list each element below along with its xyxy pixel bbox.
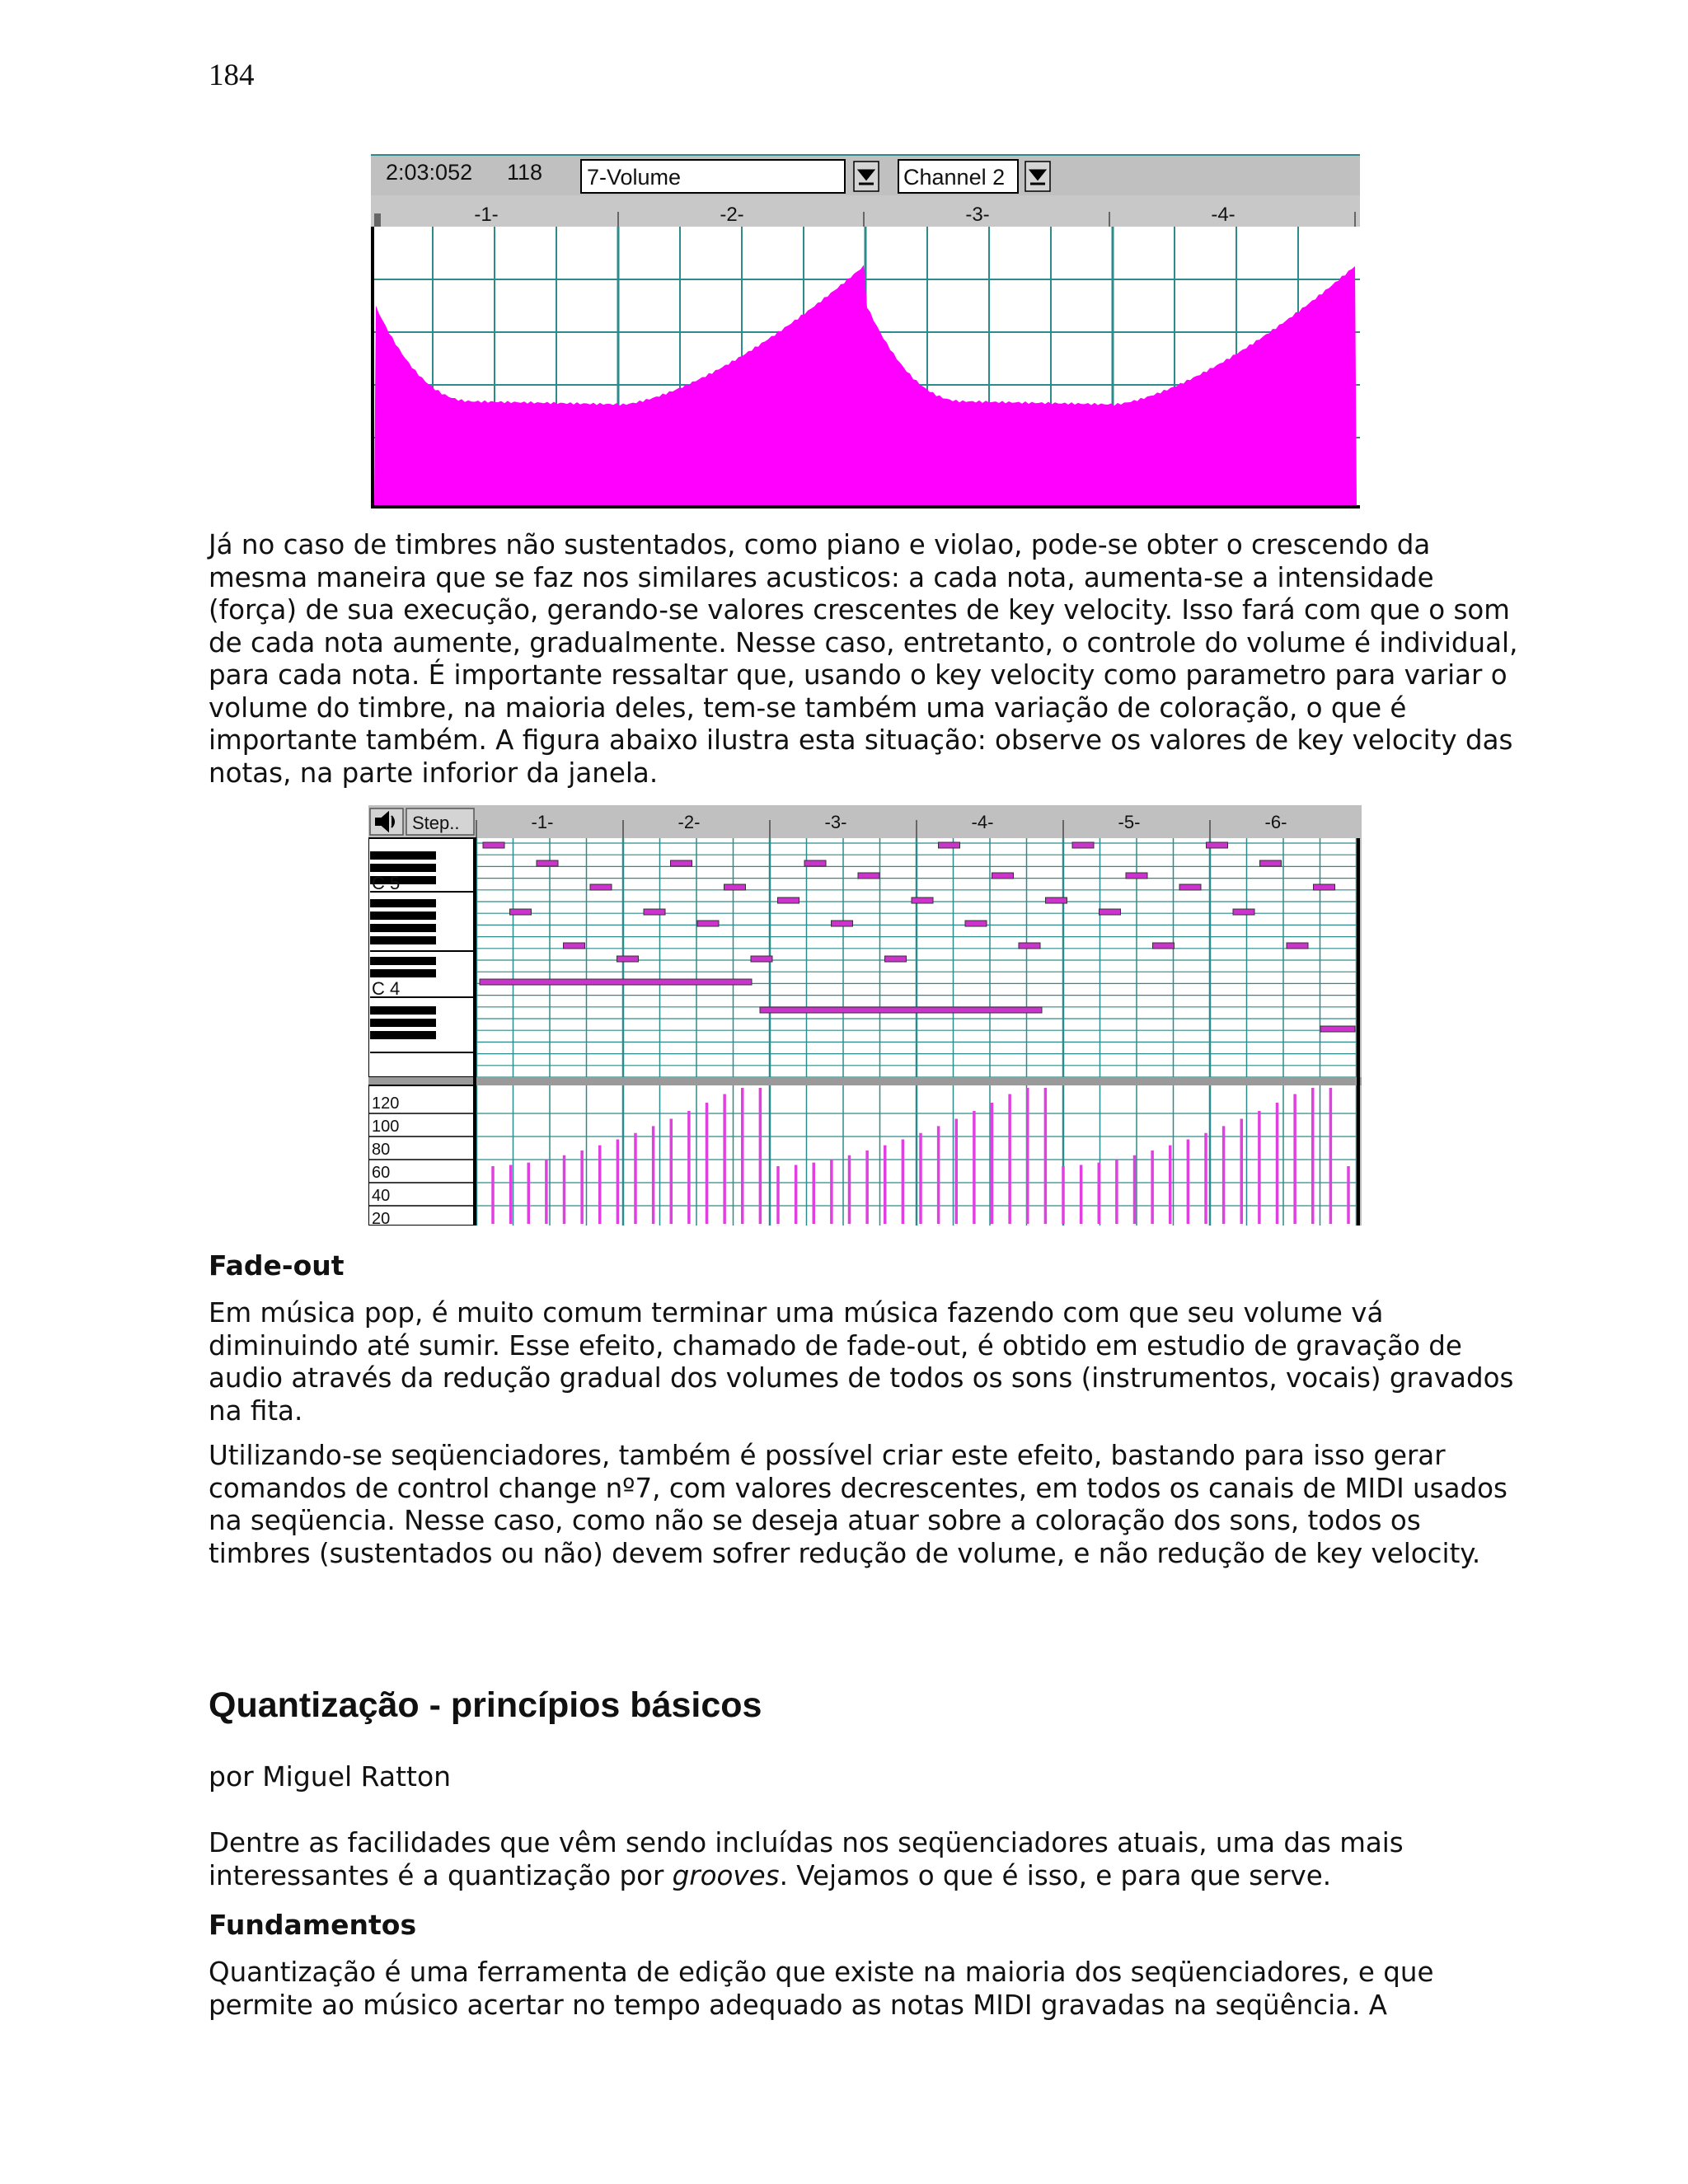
channel-select-value: Channel 2 xyxy=(903,165,1006,190)
note-event[interactable] xyxy=(760,1007,1042,1013)
note-event[interactable] xyxy=(1072,842,1094,848)
section-title: Quantização - princípios básicos xyxy=(209,1685,762,1725)
black-key xyxy=(370,1019,436,1027)
measure-label: -4- xyxy=(1211,204,1236,226)
fundamentos-heading: Fundamentos xyxy=(209,1909,417,1941)
intro-text-end: . Vejamos o que é isso, e para que serve. xyxy=(779,1859,1332,1891)
measure-label: -5- xyxy=(1118,812,1141,832)
note-event[interactable] xyxy=(1100,909,1121,915)
step-button-label: Step.. xyxy=(412,813,460,833)
key-label-c4: C 4 xyxy=(372,978,401,999)
note-event[interactable] xyxy=(644,909,665,915)
note-event[interactable] xyxy=(912,898,933,903)
note-event[interactable] xyxy=(885,956,907,962)
paragraph-intro xyxy=(209,1827,1527,1892)
velocity-label: 60 xyxy=(372,1164,391,1182)
note-event[interactable] xyxy=(965,921,987,926)
fadeout-heading: Fade-out xyxy=(209,1249,345,1282)
channel-select[interactable] xyxy=(898,160,1050,193)
velocity-label: 120 xyxy=(372,1094,400,1113)
controller-select[interactable] xyxy=(581,160,879,193)
note-event[interactable] xyxy=(510,909,532,915)
measure-label: -1- xyxy=(474,204,499,226)
note-event[interactable] xyxy=(992,873,1014,879)
note-event[interactable] xyxy=(564,943,585,949)
note-event[interactable] xyxy=(537,860,558,866)
note-event[interactable] xyxy=(1314,884,1335,890)
velocity-label: 20 xyxy=(372,1210,391,1226)
note-event[interactable] xyxy=(724,884,746,890)
note-event[interactable] xyxy=(697,921,719,926)
note-event[interactable] xyxy=(832,921,853,926)
paragraph-fadeout: Em música pop, é muito comum terminar uma música fazendo com que seu volume vá diminuindo até sumir. Esse efeito, chamado de fade-out, é obtido em estudio de gravação de audio através da redução gradual dos volumes de todos os sons (instrumentos, vocais) gravados na fita. xyxy=(209,1297,1514,1427)
ruler-start-marker[interactable] xyxy=(374,213,381,227)
paragraph-timbres: Já no caso de timbres não sustentados, como piano e violao, pode-se obter o crescendo da mesma maneira que se faz nos similares acusticos: a cada nota, aumenta-se a intensidade (força) de sua execução, gerando-se valores crescentes de key velocity. Isso fará com que o som de cada nota aumente, gradualmente. Nesse caso, entretanto, o controle do volume é individual, para cada nota. É importante ressaltar que, usando o key velocity como parametro para variar o volume do timbre, na maioria deles, tem-se também uma variação de coloração, o que é importante também. A figura abaixo ilustra esta situação: observe os valores de key velocity das notas, na parte inforior da janela. xyxy=(209,529,1518,789)
time-display: 2:03:052 xyxy=(386,160,473,185)
black-key xyxy=(370,851,436,860)
note-event[interactable] xyxy=(671,860,692,866)
measure-label: -2- xyxy=(678,812,701,832)
black-key xyxy=(370,957,436,965)
measure-label: -2- xyxy=(720,204,744,226)
note-event[interactable] xyxy=(590,884,612,890)
black-key xyxy=(370,899,436,907)
measure-label: -6- xyxy=(1264,812,1287,832)
note-event[interactable] xyxy=(1260,860,1282,866)
measure-label: -4- xyxy=(971,812,994,832)
paragraph-fundamentos: Quantização é uma ferramenta de edição que existe na maioria dos seqüenciadores, e que permite ao músico acertar no tempo adequado as notas MIDI gravadas na seqüência. A xyxy=(209,1957,1434,2021)
note-event[interactable] xyxy=(751,956,772,962)
note-event[interactable] xyxy=(1019,943,1040,949)
black-key xyxy=(370,969,436,977)
measure-label: -1- xyxy=(531,812,554,832)
note-event[interactable] xyxy=(1046,898,1067,903)
piano-roll-figure xyxy=(368,805,1362,1226)
velocity-label: 80 xyxy=(372,1141,391,1159)
note-event[interactable] xyxy=(1126,873,1147,879)
measure-label: -3- xyxy=(965,204,990,226)
black-key xyxy=(370,1006,436,1015)
note-event[interactable] xyxy=(939,842,960,848)
note-event[interactable] xyxy=(617,956,639,962)
piano-keyboard xyxy=(368,838,476,1077)
note-event[interactable] xyxy=(1207,842,1228,848)
note-event[interactable] xyxy=(480,979,752,985)
note-event[interactable] xyxy=(483,842,504,848)
note-event[interactable] xyxy=(1320,1026,1355,1032)
measure-label: -3- xyxy=(824,812,847,832)
volume-controller-figure xyxy=(371,154,1360,509)
note-event[interactable] xyxy=(1153,943,1175,949)
velocity-label: 40 xyxy=(372,1187,391,1205)
black-key xyxy=(370,1031,436,1039)
toolbar xyxy=(370,808,474,835)
intro-text-grooves: grooves xyxy=(672,1859,780,1891)
byline: por Miguel Ratton xyxy=(209,1760,452,1793)
value-display: 118 xyxy=(507,160,543,185)
note-event[interactable] xyxy=(1287,943,1308,949)
key-label-c5: C 5 xyxy=(372,873,401,893)
note-event[interactable] xyxy=(804,860,826,866)
note-event[interactable] xyxy=(858,873,879,879)
paragraph-sequencers: Utilizando-se seqüenciadores, também é possível criar este efeito, bastando para isso gerar comandos de control change nº7, com valores decrescentes, em todos os canais de MIDI usados na seqüencia. Nesse caso, como não se deseja atuar sobre a coloração dos sons, todos os timbres (sustentados ou não) devem sofrer redução de volume, e não redução de key velocity. xyxy=(209,1440,1507,1569)
velocity-label: 100 xyxy=(372,1118,400,1136)
intro-text-start: Dentre as facilidades que vêm sendo incluídas nos seqüenciadores atuais, uma das mais interessantes é a quantização por xyxy=(209,1827,1404,1891)
step-button[interactable] xyxy=(406,808,474,835)
black-key xyxy=(370,924,436,932)
page-number: 184 xyxy=(209,59,255,92)
note-event[interactable] xyxy=(1233,909,1254,915)
black-key xyxy=(370,864,436,872)
black-key xyxy=(370,936,436,944)
note-event[interactable] xyxy=(778,898,799,903)
controller-select-value: 7-Volume xyxy=(587,165,682,190)
black-key xyxy=(370,912,436,920)
note-event[interactable] xyxy=(1179,884,1201,890)
